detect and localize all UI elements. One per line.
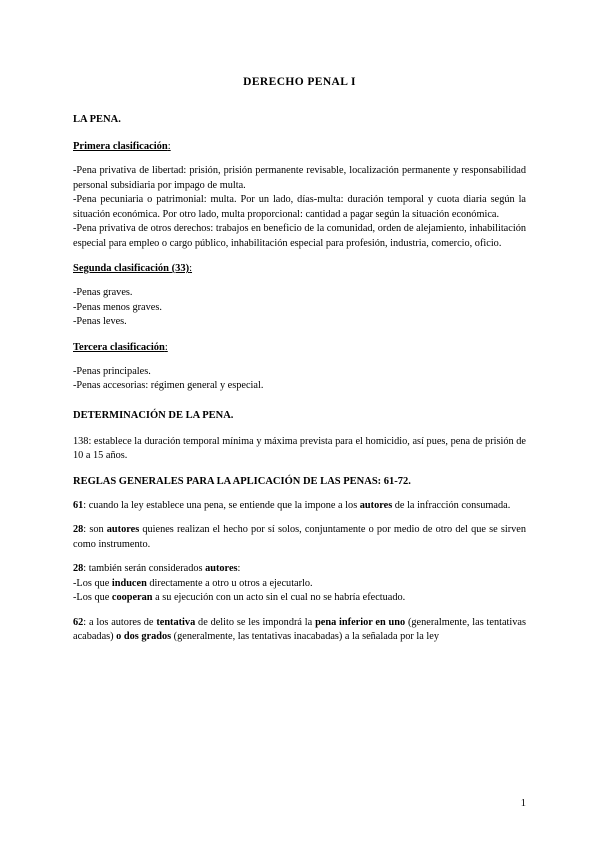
text-run: de delito se les impondrá la: [195, 616, 316, 628]
list-item: -Penas principales.: [73, 365, 151, 377]
article-number: 62: [73, 616, 84, 628]
page-number: 1: [520, 798, 526, 809]
text-run: de la infracción consumada.: [392, 499, 511, 511]
text-run: quienes realizan el hecho por sí solos, conjuntamente o por medio de otro del que se sirven como instrumento.: [73, 524, 526, 550]
document-title: DERECHO PENAL I: [243, 76, 356, 88]
list-tercera-clasificacion: [73, 365, 526, 394]
text-run: (generalmente, las tentativas acabadas): [73, 616, 526, 642]
paragraph-articulo-138: 138: establece la duración temporal mínima y máxima prevista para el homicidio, así pues, pena de prisión de 10 a 15 años.: [73, 435, 526, 461]
section-heading-reglas-generales: REGLAS GENERALES PARA LA APLICACIÓN DE LAS PENAS: 61-72.: [73, 475, 411, 487]
subheading-colon: :: [189, 263, 193, 274]
bold-term: autores: [106, 524, 140, 535]
paragraph-articulo-28-autores: [73, 562, 526, 606]
list-item: -Penas accesorias: régimen general y especial.: [73, 380, 264, 391]
paragraph-pena-pecuniaria: -Pena pecuniaria o patrimonial: multa. Por un lado, días-multa: duración temporal y cuota diaria según la situación económica. Por otro lado, multa proporcional: cantidad a pagar según la situación económica.: [73, 194, 526, 220]
page-content: [73, 76, 526, 645]
paragraph-pena-privativa-libertad: -Pena privativa de libertad: prisión, prisión permanente revisable, localización permanente y responsabilidad personal subsidiaria por impago de multa.: [73, 165, 526, 191]
article-number: 28: [73, 563, 84, 574]
paragraph-pena-otros-derechos: -Pena privativa de otros derechos: trabajos en beneficio de la comunidad, orden de alejamiento, inhabilitación especial para empleo o cargo público, inhabilitación especial para profesión, industria, comercio, oficio.: [73, 223, 526, 249]
text-run: : son: [83, 524, 107, 535]
bold-term: autores: [359, 499, 393, 511]
text-run: :: [237, 563, 241, 574]
bold-term: pena inferior en uno: [315, 616, 406, 628]
list-item: -Penas menos graves.: [73, 301, 162, 313]
article-number: 61: [73, 499, 84, 511]
subheading-colon: :: [167, 141, 171, 152]
bold-term: autores: [205, 563, 238, 574]
subheading-primera-clasificacion: [73, 141, 526, 152]
text-run: : también serán considerados: [83, 563, 206, 574]
text-run: -Los que: [73, 592, 112, 603]
subheading-label: Tercera clasificación: [73, 341, 165, 353]
bold-term: inducen: [111, 577, 147, 589]
section-heading-la-pena: LA PENA.: [73, 114, 121, 125]
subheading-label: Primera clasificación: [73, 141, 168, 152]
list-segunda-clasificacion: [73, 286, 526, 330]
paragraph-articulo-28: [73, 523, 526, 552]
text-run: : cuando la ley establece una pena, se entiende que la impone a los: [83, 499, 360, 511]
subheading-tercera-clasificacion: [73, 342, 526, 353]
subheading-label: Segunda clasificación (33): [73, 263, 190, 274]
section-heading-determinacion: DETERMINACIÓN DE LA PENA.: [73, 409, 234, 421]
list-item: [73, 577, 526, 592]
subheading-colon: :: [164, 341, 168, 353]
subheading-segunda-clasificacion: [73, 263, 526, 274]
text-run: directamente a otro u otros a ejecutarlo.: [146, 577, 313, 589]
text-run: : a los autores de: [83, 616, 157, 628]
paragraph-articulo-61: [73, 499, 526, 514]
paragraph-articulo-62: [73, 616, 526, 645]
list-item: -Penas leves.: [73, 316, 127, 327]
list-item: [73, 591, 526, 606]
list-item: -Penas graves.: [73, 287, 133, 298]
text-run: -Los que: [73, 577, 112, 589]
article-number: 28: [73, 524, 84, 535]
bold-term: o dos grados: [116, 631, 172, 642]
bold-term: cooperan: [111, 592, 153, 603]
text-line: [73, 562, 526, 577]
text-run: a su ejecución con un acto sin el cual no se habría efectuado.: [152, 592, 406, 603]
text-run: (generalmente, las tentativas inacabadas) a la señalada por la ley: [171, 631, 439, 642]
bold-term: tentativa: [156, 616, 196, 628]
